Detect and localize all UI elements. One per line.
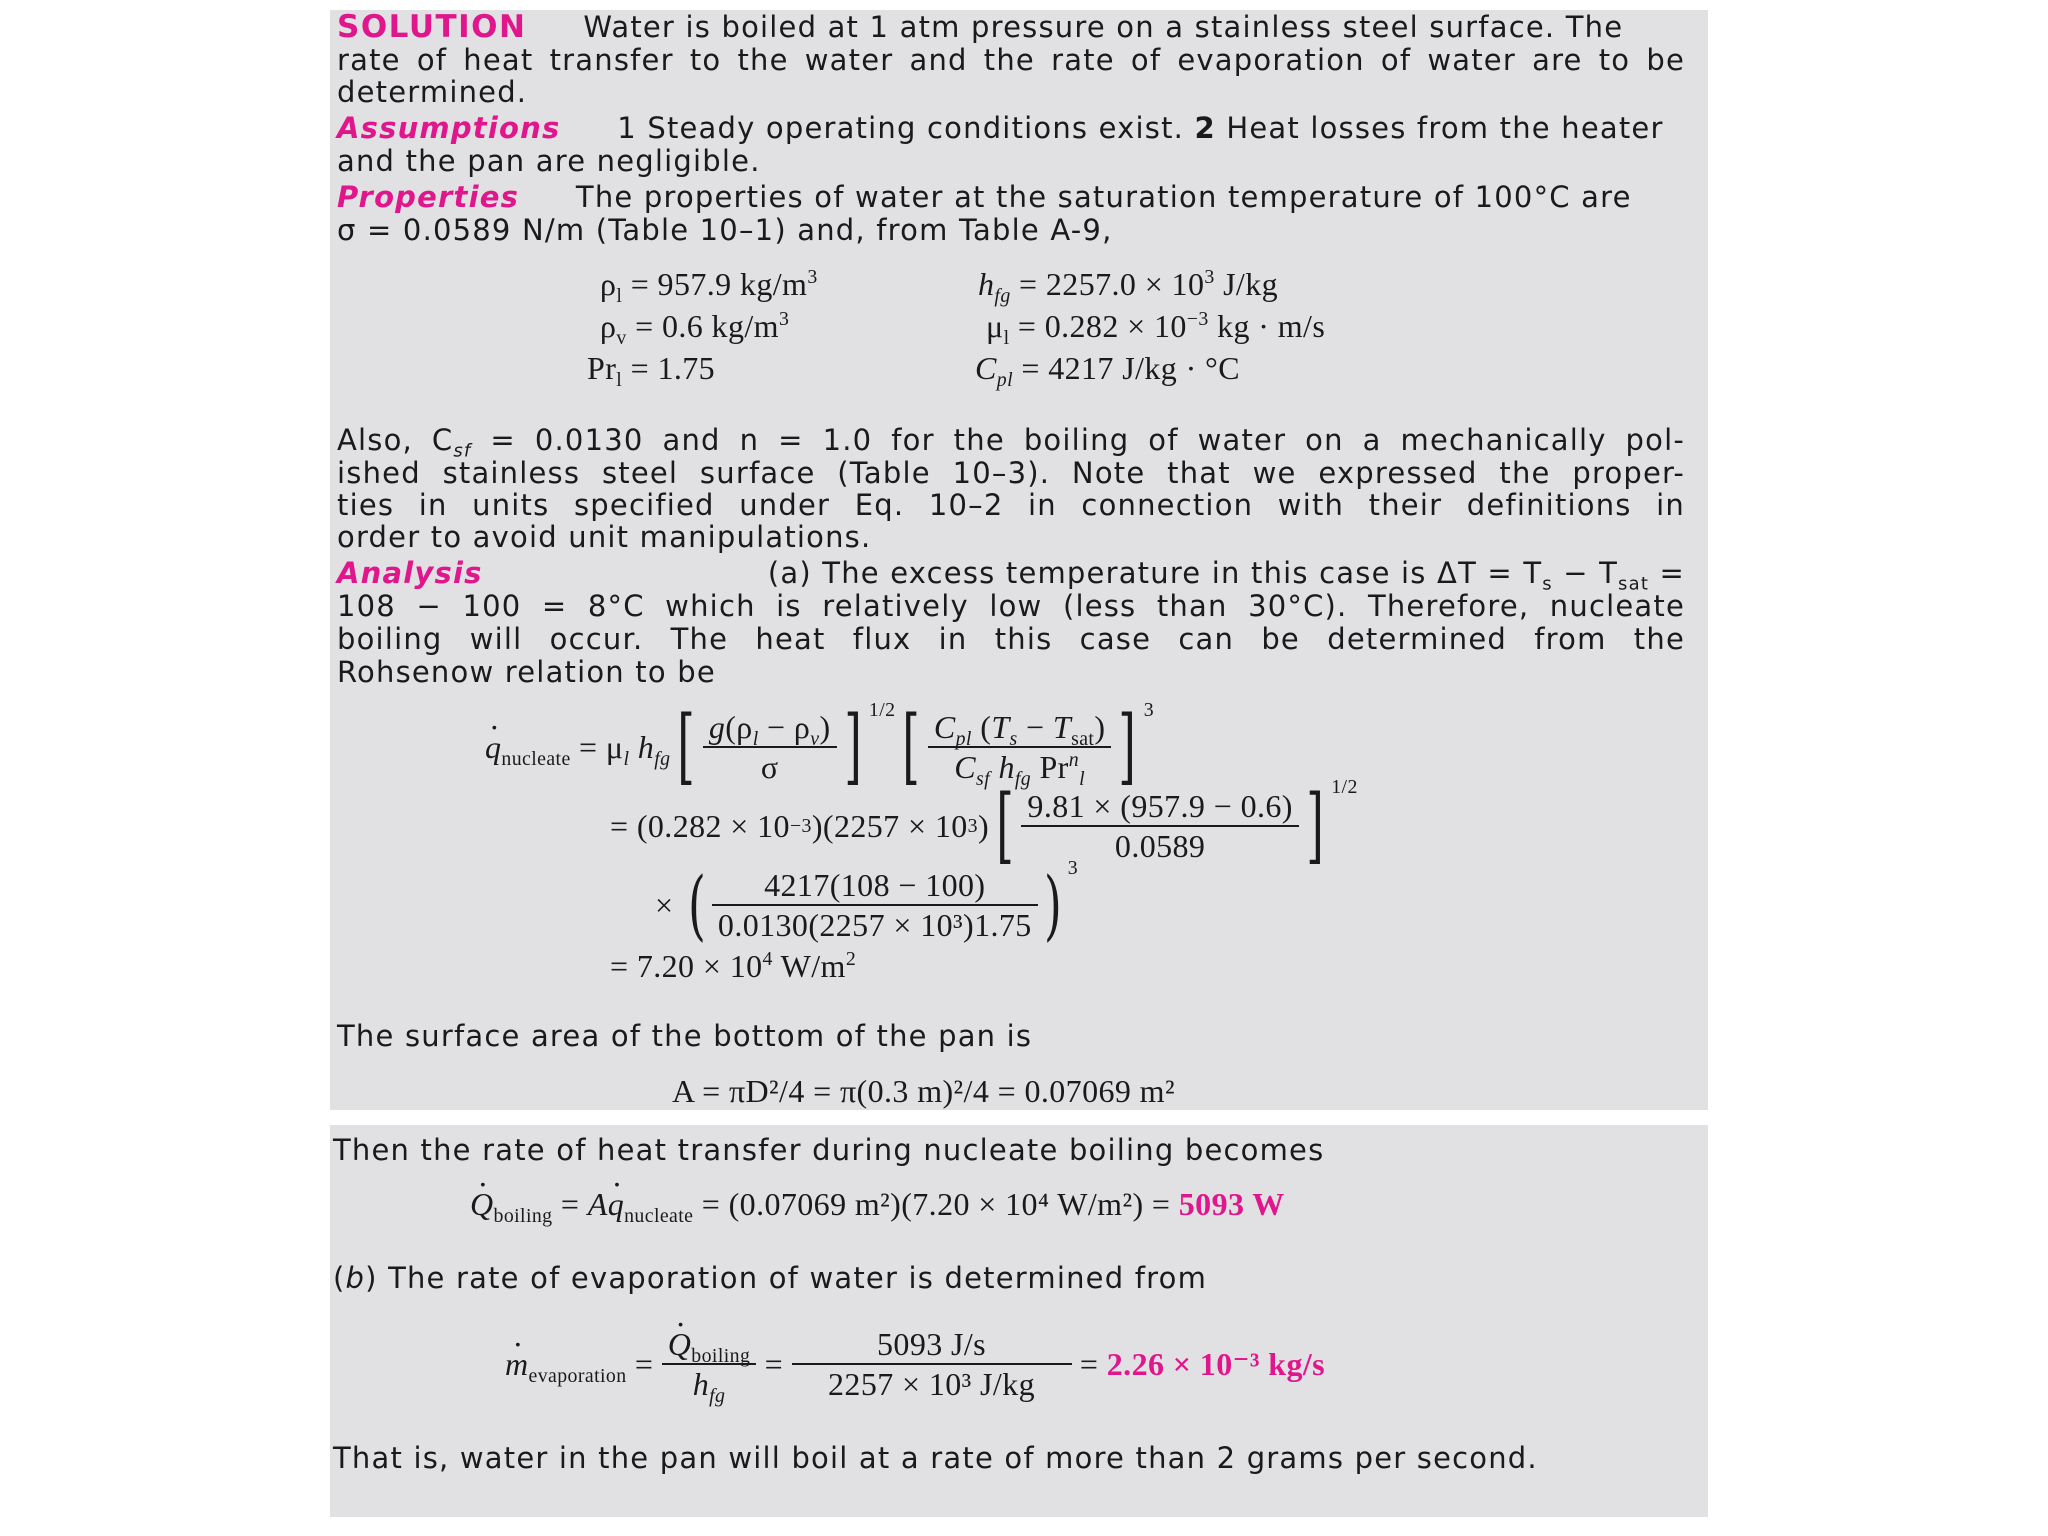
assumptions-line-1 [337, 112, 1685, 144]
area-intro: The surface area of the bottom of the pan is [337, 1019, 1033, 1053]
assumptions-label: Assumptions [337, 111, 561, 145]
prop-cp-l-value: = 4217 J/kg · °C [1021, 350, 1240, 386]
also-line-2: ished stainless steel surface (Table 10–3). Note that we expressed the proper- [337, 456, 1685, 490]
prop-h-fg-value: = 2257.0 × 10 [1019, 266, 1205, 302]
analysis-line-1: Analysis (a) The excess temperature in this case is $\Delta T = T_s - T_{sat}$ = [337, 556, 1685, 595]
prop-h-fg-unit: J/kg [1214, 266, 1279, 302]
solution-label: SOLUTION [337, 9, 527, 45]
part-b-line: (b) The rate of evaporation of water is determined from [333, 1261, 1208, 1295]
rohsenow-result: = $7.20 \times 10^4$ $W/m^2$ [610, 948, 857, 984]
properties-line-1 [337, 181, 1685, 213]
solution-line-2: rate of heat transfer to the water and the rate of evaporation of water are to be [337, 43, 1685, 77]
rohsenow-num-1: 9.81 × (957.9 − 0.6) [1027, 788, 1293, 824]
analysis-line-2: 108 − 100 = 8°C which is relatively low (less than 30°C). Therefore, nucleate [337, 589, 1685, 623]
evap-num: 5093 J/s [877, 1326, 987, 1362]
rohsenow-den-2: 0.0130(2257 × 10³)1.75 [712, 904, 1038, 944]
rate-intro: Then the rate of heat transfer during nucleate boiling becomes [333, 1133, 1325, 1167]
prop-rho-l: $\rho_l = 957.9$ $kg/m^3$ [600, 266, 818, 307]
analysis-line-3: boiling will occur. The heat flux in this case can be determined from the [337, 622, 1685, 656]
evap-den: 2257 × 10³ J/kg [792, 1363, 1072, 1403]
prop-h-fg: $h_{fg} = 2257.0 \times 10^3$ J/kg [978, 266, 1279, 307]
rate-equation: · $Q_{boiling} = A\cdot q_{nucleate} = (0.07069$ m²)(7.20 × 10⁴ W/m²) = 5093 W [470, 1188, 1285, 1220]
also-line-4: order to avoid unit manipulations. [337, 520, 872, 554]
prop-mu-l-value: = 0.282 × 10 [1017, 308, 1187, 344]
rate-result: 5093 W [1178, 1186, 1285, 1222]
prop-rho-l-value: = 957.9 kg/m [630, 266, 808, 302]
analysis-label: Analysis [337, 556, 483, 590]
prop-pr-l-value: = 1.75 [630, 350, 716, 386]
rohsenow-den-1: 0.0589 [1021, 825, 1298, 865]
assumption-2-number: 2 [1194, 111, 1216, 145]
conclusion: That is, water in the pan will boil at a rate of more than 2 grams per second. [333, 1441, 1538, 1475]
prop-mu-l: $\mu_l = 0.282 \times 10^{-3}$ kg · m/s [986, 308, 1326, 349]
evaporation-equation: · $m_{evaporation}$ = · $\frac{Q_{boiling}}{h_{fg}}$ = $\frac{5093 J/s}{\text{2257 × 10³ J/kg}}$ = 2.26 × 10⁻³ kg/s [505, 1325, 1325, 1403]
prop-mu-l-unit: kg · m/s [1208, 308, 1326, 344]
rohsenow-num-2: 4217(108 − 100) [764, 867, 986, 903]
properties-text-1: The properties of water at the saturation temperature of 100°C are [575, 180, 1632, 214]
solution-text-1: Water is boiled at 1 atm pressure on a stainless steel surface. The [583, 10, 1624, 44]
properties-label: Properties [337, 180, 520, 214]
also-line-3: ties in units specified under Eq. 10–2 in connection with their definitions in [337, 488, 1685, 522]
area-equation: A = πD²/4 = π(0.3 m)²/4 = 0.07069 m² [672, 1073, 1175, 1109]
also-line-1: Also, $C_{sf} = 0.0130$ and n = 1.0 for the boiling of water on a mechanically pol- [337, 423, 1685, 462]
assumption-2: Heat losses from the heater [1215, 111, 1664, 145]
properties-line-2: σ = 0.0589 N/m (Table 10–1) and, from Table A-9, [337, 213, 1113, 247]
assumption-1: 1 Steady operating conditions exist. [617, 111, 1195, 145]
rohsenow-equation: · $q_{nucleate}$ = $\mu_l$ $h_{fg}$ [ $\frac{g(\rho_l - \rho_v)}{\sigma}$ ] 1/2 [ $\frac{C_{pl} (T_s - T_{sat})}{C_{sf} h_{fg} Pr^n_l}$ ] 3 [485, 706, 1154, 788]
prop-rho-v: $\rho_v = 0.6$ $kg/m^3$ [600, 308, 790, 349]
prop-rho-v-value: = 0.6 kg/m [635, 308, 779, 344]
solution-line-3: determined. [337, 75, 528, 109]
rohsenow-step-2: × ( $\frac{4217(108 - 100)}{\text{0.0130(2257 × 10³)1.75}}$ ) 3 [655, 857, 1079, 949]
rohsenow-step-1: = (0.282 × 10 −3 )(2257 × 10 3 ) [ $\frac{9.81 \times (957.9 - 0.6)}{0.0589}$ ] 1/2 [610, 776, 1358, 873]
prop-cp-l: $C_{pl} = 4217$ J/kg · °C [975, 350, 1240, 391]
analysis-line-4: Rohsenow relation to be [337, 655, 716, 689]
prop-pr-l: $Pr_l = 1.75$ [587, 350, 716, 391]
solution-line-1 [337, 11, 1685, 43]
evaporation-result: 2.26 × 10⁻³ kg/s [1106, 1346, 1326, 1382]
assumptions-line-2: and the pan are negligible. [337, 144, 761, 178]
